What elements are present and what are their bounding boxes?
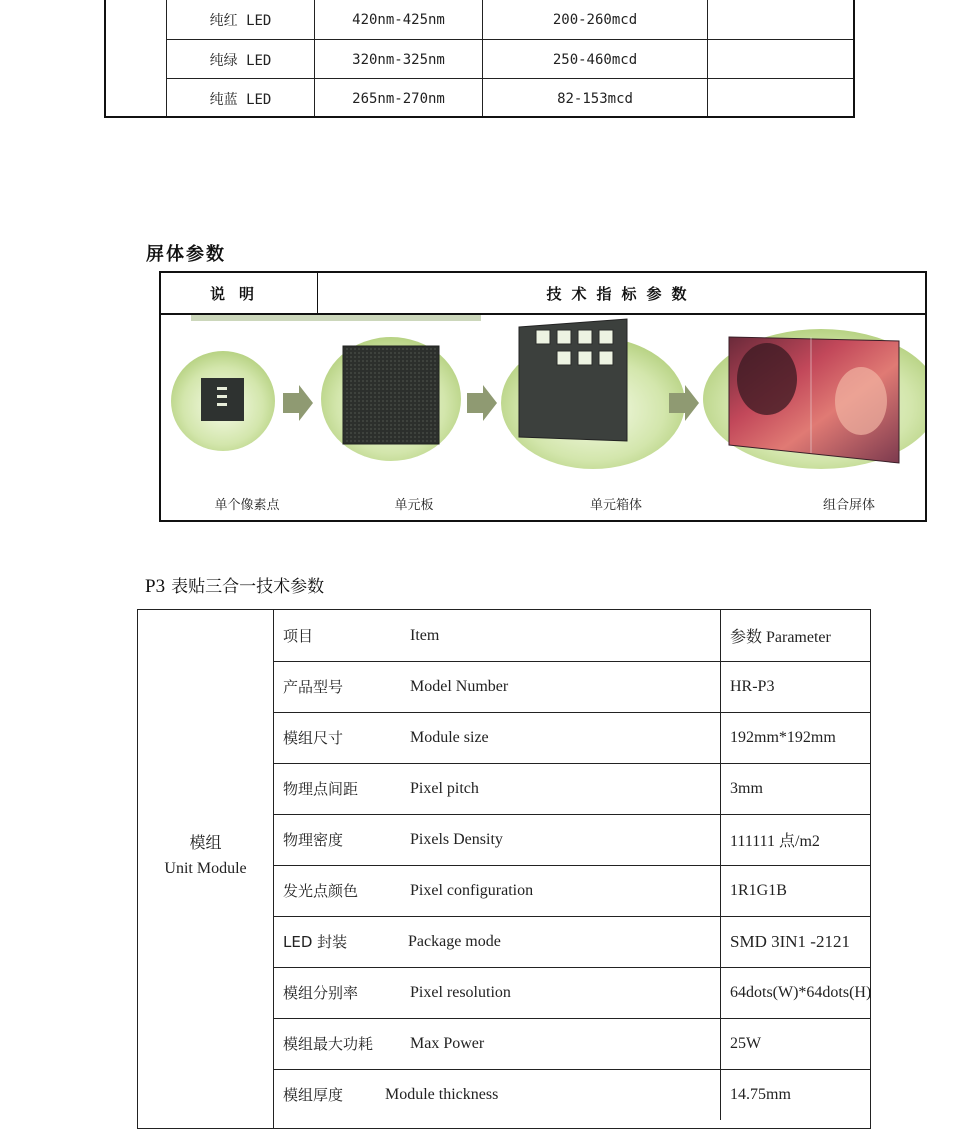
- unit-board: [343, 346, 439, 444]
- screen-image-hair: [737, 343, 797, 415]
- assembly-illustration: [161, 315, 925, 473]
- led-wavelength: 420nm-425nm: [352, 11, 445, 28]
- spec-en: Pixel pitch: [410, 779, 479, 797]
- arrow-right-icon: [467, 385, 497, 421]
- table-row: [274, 814, 870, 866]
- spec-value: SMD 3IN1 -2121: [720, 916, 870, 967]
- spec-cn: 项目: [283, 627, 314, 645]
- screen-spec-box: [159, 271, 927, 522]
- group-en: Unit Module: [164, 860, 247, 877]
- spec-en: Module size: [410, 728, 489, 746]
- p3-spec-table: [137, 609, 871, 1129]
- pixel-led: [217, 387, 227, 390]
- spec-cn: 物理点间距: [283, 780, 359, 798]
- table-row: [106, 40, 853, 79]
- table-row: [274, 712, 870, 764]
- spec-en: Module thickness: [385, 1085, 499, 1103]
- assembly-diagram: [161, 315, 925, 473]
- led-intensity: 200-260mcd: [552, 11, 638, 28]
- spec-cn: 模组分别率: [283, 984, 359, 1002]
- screen-spec-header: [161, 273, 925, 315]
- spec-cn: 发光点颜色: [283, 882, 359, 900]
- group-cn: 模组: [189, 835, 222, 852]
- spec-en: Pixels Density: [410, 830, 503, 848]
- p3-heading-model: P3: [145, 576, 166, 597]
- led-spec-table: [104, 0, 855, 118]
- table-row: [274, 763, 870, 815]
- table-row: [274, 610, 870, 662]
- section-heading: 屏体参数: [146, 244, 226, 265]
- header-description: 说明: [161, 273, 318, 313]
- spec-value: 参数 Parameter: [720, 610, 870, 661]
- spec-cn: LED 封装: [283, 933, 348, 951]
- led-wavelength: 320nm-325nm: [352, 51, 445, 68]
- caption-board: 单元板: [394, 498, 434, 513]
- screen-image-face: [835, 367, 887, 435]
- spec-en: Item: [410, 626, 440, 644]
- led-intensity: 250-460mcd: [552, 51, 638, 68]
- pixel-led: [217, 403, 227, 406]
- group-cell: [138, 610, 274, 1128]
- spec-value: 14.75mm: [720, 1069, 870, 1120]
- caption-cabinet: 单元箱体: [589, 498, 643, 513]
- spec-cn: 模组尺寸: [283, 729, 344, 747]
- spec-value: 192mm*192mm: [720, 712, 870, 763]
- pixel-led: [217, 395, 227, 398]
- table-row: [106, 79, 853, 118]
- table-row: [274, 916, 870, 968]
- spec-en: Pixel resolution: [410, 983, 511, 1001]
- spec-cn: 模组厚度: [283, 1086, 344, 1104]
- led-color: 纯绿 LED: [209, 52, 272, 69]
- led-color: 纯红 LED: [209, 12, 272, 29]
- led-color: 纯蓝 LED: [209, 91, 272, 108]
- table-row: [274, 865, 870, 917]
- spec-en: Pixel configuration: [410, 881, 534, 899]
- banner-strip: [191, 315, 481, 321]
- spec-en: Model Number: [410, 677, 509, 695]
- spec-value: HR-P3: [720, 661, 870, 712]
- spec-en: Max Power: [410, 1034, 485, 1052]
- spec-en: Package mode: [408, 932, 501, 950]
- spec-cn: 模组最大功耗: [283, 1035, 374, 1053]
- spec-value: 1R1G1B: [720, 865, 870, 916]
- header-parameters: 技术指标参数: [546, 284, 697, 303]
- spec-value: 64dots(W)*64dots(H): [720, 967, 870, 1018]
- table-row: [274, 967, 870, 1019]
- table-row: [274, 1018, 870, 1070]
- spec-cn: 物理密度: [283, 831, 344, 849]
- p3-heading-title: 表贴三合一技术参数: [171, 577, 325, 597]
- spec-cn: 产品型号: [283, 678, 344, 696]
- led-wavelength: 265nm-270nm: [352, 90, 445, 107]
- pixel-module: [201, 378, 244, 421]
- caption-screen: 组合屏体: [822, 498, 876, 513]
- table-row: [274, 1069, 870, 1120]
- table-row: [274, 661, 870, 713]
- arrow-right-icon: [283, 385, 313, 421]
- spec-value: 3mm: [720, 763, 870, 814]
- spec-value: 111111 点/m2: [720, 814, 870, 865]
- spec-value: 25W: [720, 1018, 870, 1069]
- table-row: [106, 0, 853, 39]
- caption-pixel: 单个像素点: [214, 498, 280, 513]
- led-intensity: 82-153mcd: [557, 90, 633, 107]
- p3-heading: [145, 572, 324, 598]
